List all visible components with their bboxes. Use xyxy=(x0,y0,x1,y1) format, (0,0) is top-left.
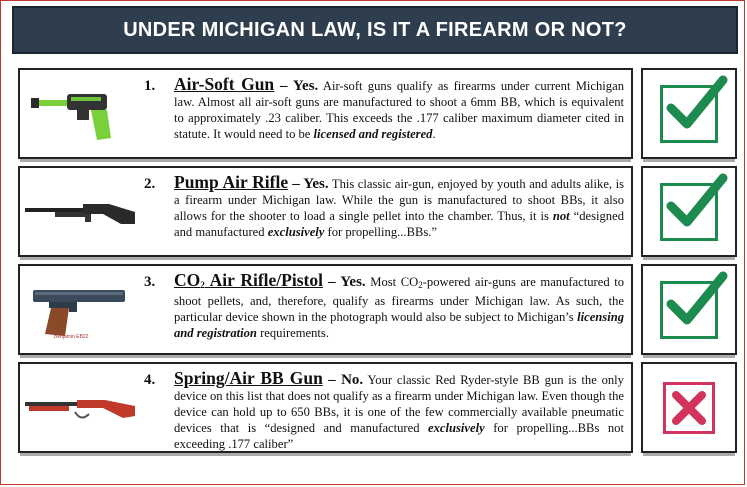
item-row-1 xyxy=(18,68,633,159)
co2-pistol-image xyxy=(24,270,138,349)
status-cell-1 xyxy=(641,68,737,159)
air-soft-gun-image xyxy=(24,74,138,153)
item-number: 2. xyxy=(144,176,156,192)
item-number: 3. xyxy=(144,274,156,290)
item-text xyxy=(174,272,624,341)
item-dash: – xyxy=(322,372,342,388)
item-verdict: Yes. xyxy=(292,78,319,94)
item-verdict: Yes. xyxy=(303,176,329,192)
item-number: 1. xyxy=(144,78,156,94)
item-title: $CO_2$ Air Rifle/Pistol xyxy=(174,270,323,290)
page-title: UNDER MICHIGAN LAW, IS IT A FIREARM OR NOT? xyxy=(123,18,627,41)
item-title: Spring/Air BB Gun xyxy=(174,368,323,388)
x-mark-icon xyxy=(663,382,715,434)
item-body: Most CO2-powered air-guns are manufactured to shoot pellets, and, therefore, qualify as firearms under Michigan law. As such, the particular device shown in the photograph would also be subject to Michigan’s licensing and registration requirements. xyxy=(174,275,625,340)
item-text xyxy=(174,76,624,142)
item-body: Air-soft guns qualify as firearms under current Michigan law. Almost all air-soft guns are manufactured to shoot a 6mm BB, which is equivalent to approximately .23 caliber. This exceeds the .177 caliber maximum diameter cited in statute. It would need to be licensed and registered. xyxy=(174,79,624,141)
item-text xyxy=(174,174,624,240)
item-dash: – xyxy=(274,78,293,94)
item-body: Your classic Red Ryder-style BB gun is the only device on this list that does not qualify as a firearm under Michigan law. Even though the device can hold up to 650 BBs, it is one of the few commercially available pneumatic devices that is “designed and manufactured exclusively for propelling...BBs not exceeding .177 caliber” xyxy=(174,373,624,451)
item-row-3 xyxy=(18,264,633,355)
item-title: Air-Soft Gun xyxy=(174,74,275,94)
item-title: Pump Air Rifle xyxy=(174,172,289,192)
pump-air-rifle-image xyxy=(24,172,138,251)
item-dash: – xyxy=(322,274,341,290)
item-body: This classic air-gun, enjoyed by youth and adults alike, is a firearm under Michigan law. While the gun is manufactured to shoot BBs, it also allows for the shooter to load a single pellet into the chamber. Thus, it is not “designed and manufactured exclusively for propelling...BBs.” xyxy=(174,177,624,239)
bb-gun-image xyxy=(24,368,138,447)
item-text xyxy=(174,370,624,452)
item-row-2 xyxy=(18,166,633,257)
status-cell-3 xyxy=(641,264,737,355)
item-verdict: No. xyxy=(341,372,364,388)
item-number: 4. xyxy=(144,372,156,388)
checkmark-icon xyxy=(660,85,718,143)
header-banner xyxy=(12,6,738,54)
checkmark-icon xyxy=(660,281,718,339)
item-dash: – xyxy=(288,176,304,192)
status-cell-2 xyxy=(641,166,737,257)
image-caption: Benjamin EB22 xyxy=(54,334,89,340)
item-verdict: Yes. xyxy=(340,274,366,290)
checkmark-icon xyxy=(660,183,718,241)
status-cell-4 xyxy=(641,362,737,453)
item-row-4 xyxy=(18,362,633,453)
